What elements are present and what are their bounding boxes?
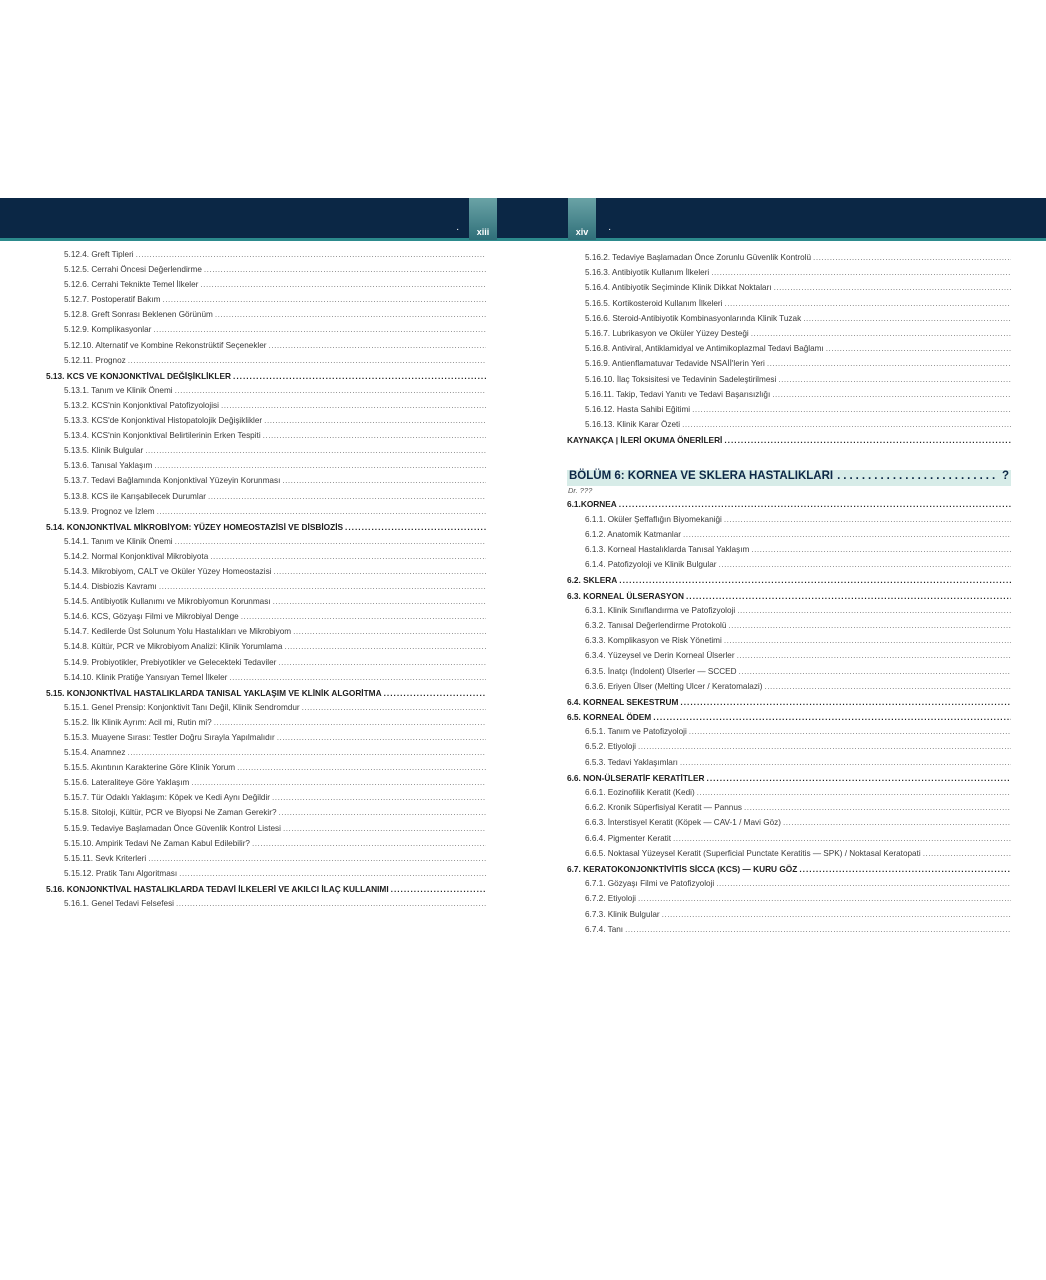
toc-subsection-entry[interactable] <box>567 834 1011 849</box>
toc-subsection-entry[interactable] <box>567 268 1011 283</box>
toc-leader-dots <box>208 492 486 501</box>
toc-leader-dots <box>282 476 486 485</box>
section-gap <box>567 450 1011 466</box>
toc-leader-dots <box>293 627 486 636</box>
toc-leader-dots <box>625 925 1011 934</box>
toc-subsection-entry[interactable] <box>567 299 1011 314</box>
toc-leader-dots <box>638 894 1011 903</box>
toc-subsection-entry[interactable] <box>567 910 1011 925</box>
toc-leader-dots <box>273 597 486 606</box>
toc-leader-dots <box>127 748 486 757</box>
toc-subsection-entry[interactable] <box>46 642 486 657</box>
toc-leader-dots <box>159 582 486 591</box>
toc-leader-dots <box>204 265 486 274</box>
toc-leader-dots <box>153 325 486 334</box>
toc-entry-title: 5.14.2. Normal Konjonktival Mikrobiyota <box>64 551 209 561</box>
toc-subsection-entry[interactable] <box>567 344 1011 359</box>
toc-leader-dots <box>716 879 1011 888</box>
toc-leader-dots <box>744 803 1011 812</box>
chapter-leader-dots <box>837 470 998 482</box>
toc-subsection-entry[interactable] <box>46 824 486 839</box>
toc-leader-dots <box>191 778 486 787</box>
toc-leader-dots <box>764 682 1011 691</box>
toc-leader-dots <box>724 299 1011 308</box>
toc-entry-title: 5.15.5. Akıntının Karakterine Göre Klinik Yorum <box>64 763 236 773</box>
toc-entry-title: 6.1.KORNEA <box>567 499 617 510</box>
toc-subsection-entry[interactable] <box>567 390 1011 405</box>
toc-entry-title: 5.15.4. Anamnez <box>64 748 126 758</box>
toc-entry-title: 6.5.2. Etiyoloji <box>585 742 636 752</box>
toc-entry-title: 5.14.5. Antibiyotik Kullanımı ve Mikrobiyomun Korunması <box>64 597 271 607</box>
toc-entry-title: 5.15.7. Tür Odaklı Yaklaşım: Köpek ve Kedi Aynı Değildir <box>64 793 271 803</box>
toc-subsection-entry[interactable] <box>46 295 486 310</box>
toc-leader-dots <box>689 727 1011 736</box>
toc-subsection-entry[interactable] <box>567 636 1011 651</box>
toc-subsection-entry[interactable] <box>46 476 486 491</box>
toc-subsection-entry[interactable] <box>46 280 486 295</box>
toc-leader-dots <box>923 849 1011 858</box>
toc-subsection-entry[interactable] <box>46 793 486 808</box>
toc-subsection-entry[interactable] <box>567 314 1011 329</box>
toc-entry-title: 5.16.9. Antienflamatuvar Tedavide NSAİİ'lerin Yeri <box>585 359 765 369</box>
toc-subsection-entry[interactable] <box>46 446 486 461</box>
toc-subsection-entry[interactable] <box>567 375 1011 390</box>
chapter-author: Dr. ??? <box>568 486 593 496</box>
toc-subsection-entry[interactable] <box>567 359 1011 374</box>
toc-leader-dots <box>179 869 486 878</box>
toc-subsection-entry[interactable] <box>46 778 486 793</box>
toc-entry-title: 5.12.4. Greft Tipleri <box>64 250 134 259</box>
toc-entry-title: 5.16.7. Lubrikasyon ve Oküler Yüzey Desteği <box>585 328 749 338</box>
toc-leader-dots <box>229 673 486 682</box>
toc-entry-title: 6.6.3. İnterstisyel Keratit (Köpek — CAV-1 / Mavi Göz) <box>585 818 781 828</box>
toc-leader-dots <box>241 612 486 621</box>
toc-entry-title: 6.3.1. Klinik Sınıflandırma ve Patofizyoloji <box>585 605 736 615</box>
toc-entry-title: 6.3.4. Yüzeysel ve Derin Korneal Ülserler <box>585 651 735 661</box>
toc-subsection-entry[interactable] <box>46 703 486 718</box>
header-dot-left: · <box>456 224 460 235</box>
toc-entry-title: 6.7.4. Tanı <box>585 924 624 934</box>
toc-entry-title: 5.13.7. Tedavi Bağlamında Konjonktival Yüzeyin Korunması <box>64 476 281 486</box>
toc-subsection-entry[interactable] <box>567 803 1011 818</box>
toc-section-entry[interactable] <box>46 688 486 703</box>
toc-subsection-entry[interactable] <box>46 658 486 673</box>
toc-subsection-entry[interactable] <box>46 401 486 416</box>
toc-leader-dots <box>302 703 486 712</box>
toc-entry-title: 6.3. KORNEAL ÜLSERASYON <box>567 590 684 601</box>
toc-entry-title: 6.1.1. Oküler Şeffaflığın Biyomekaniği <box>585 514 722 524</box>
toc-leader-dots <box>707 773 1011 783</box>
toc-subsection-entry[interactable] <box>567 651 1011 666</box>
toc-subsection-entry[interactable] <box>46 597 486 612</box>
toc-section-entry[interactable] <box>567 773 1011 788</box>
toc-subsection-entry[interactable] <box>46 839 486 854</box>
toc-section-entry[interactable] <box>567 435 1011 450</box>
toc-subsection-entry[interactable] <box>567 818 1011 833</box>
toc-entry-title: 5.13.2. KCS'nin Konjonktival Patofizyolojisi <box>64 400 219 410</box>
toc-entry-title: 5.13.6. Tanısal Yaklaşım <box>64 461 153 471</box>
toc-leader-dots <box>619 499 1011 509</box>
toc-entry-title: 6.2. SKLERA <box>567 575 618 586</box>
toc-subsection-entry[interactable] <box>46 763 486 778</box>
toc-leader-dots <box>391 884 486 894</box>
toc-section-entry[interactable] <box>46 522 486 537</box>
toc-leader-dots <box>724 435 1011 445</box>
toc-leader-dots <box>682 420 1011 429</box>
toc-subsection-entry[interactable] <box>46 567 486 582</box>
toc-left-page <box>46 250 486 914</box>
toc-entry-title: 6.6.4. Pigmenter Keratit <box>585 833 672 843</box>
toc-subsection-entry[interactable] <box>567 545 1011 560</box>
toc-entry-title: 6.6.2. Kronik Süperfisiyal Keratit — Pannus <box>585 803 743 813</box>
toc-section-entry[interactable] <box>46 884 486 899</box>
toc-leader-dots <box>774 283 1011 292</box>
toc-entry-title: 5.16.6. Steroid-Antibiyotik Kombinasyonlarında Klinik Tuzak <box>585 313 802 323</box>
toc-leader-dots <box>724 515 1011 524</box>
toc-entry-title: 5.13.5. Klinik Bulgular <box>64 446 144 456</box>
toc-section-entry[interactable] <box>567 712 1011 727</box>
toc-entry-title: 5.16.3. Antibiyotik Kullanım İlkeleri <box>585 268 710 278</box>
toc-leader-dots <box>783 818 1011 827</box>
toc-subsection-entry[interactable] <box>567 788 1011 803</box>
toc-leader-dots <box>145 446 486 455</box>
toc-entry-title: 5.13.8. KCS ile Karışabilecek Durumlar <box>64 491 206 501</box>
toc-leader-dots <box>737 651 1011 660</box>
toc-leader-dots <box>680 697 1011 707</box>
toc-leader-dots <box>697 788 1011 797</box>
toc-leader-dots <box>767 359 1011 368</box>
toc-subsection-entry[interactable] <box>567 758 1011 773</box>
toc-entry-title: 6.7.3. Klinik Bulgular <box>585 909 660 919</box>
toc-subsection-entry[interactable] <box>46 265 486 280</box>
toc-subsection-entry[interactable] <box>46 310 486 325</box>
toc-leader-dots <box>772 390 1011 399</box>
toc-entry-title: 5.14.6. KCS, Gözyaşı Filmi ve Mikrobiyal Denge <box>64 612 239 622</box>
toc-subsection-entry[interactable] <box>567 560 1011 575</box>
header-accent-line-right <box>522 238 1046 241</box>
toc-entry-title: 5.16.4. Antibiyotik Seçiminde Klinik Dikkat Noktaları <box>585 283 772 293</box>
toc-leader-dots <box>384 688 486 698</box>
toc-subsection-entry[interactable] <box>46 356 486 371</box>
toc-entry-title: 5.16. KONJONKTİVAL HASTALIKLARDA TEDAVİ İLKELERİ VE AKILCI İLAÇ KULLANIMI <box>46 883 389 894</box>
toc-entry-title: 6.7.1. Gözyaşı Filmi ve Patofizyoloji <box>585 879 715 889</box>
toc-entry-title: 6.6.5. Noktasal Yüzeysel Keratit (Superficial Punctate Keratitis — SPK) / Noktasal Keratopati <box>585 848 921 858</box>
toc-leader-dots <box>148 854 486 863</box>
toc-entry-title: 5.14. KONJONKTİVAL MİKROBİYOM: YÜZEY HOMEOSTAZİSİ VE DİSBİOZİS <box>46 521 344 532</box>
toc-entry-title: 5.15.8. Sitoloji, Kültür, PCR ve Biyopsi Ne Zaman Gerekir? <box>64 808 277 818</box>
toc-subsection-entry[interactable] <box>46 718 486 733</box>
toc-leader-dots <box>175 537 486 546</box>
toc-entry-title: 5.16.8. Antiviral, Antiklamidyal ve Antimikoplazmal Tedavi Bağlamı <box>585 344 824 354</box>
toc-section-entry[interactable] <box>567 864 1011 879</box>
toc-entry-title: 5.14.3. Mikrobiyom, CALT ve Oküler Yüzey Homeostazisi <box>64 566 272 576</box>
toc-subsection-entry[interactable] <box>46 612 486 627</box>
toc-subsection-entry[interactable] <box>567 530 1011 545</box>
toc-entry-title: 6.3.3. Komplikasyon ve Risk Yönetimi <box>585 636 722 646</box>
toc-entry-title: 6.1.4. Patofizyoloji ve Klinik Bulgular <box>585 560 717 570</box>
toc-entry-title: 5.14.1. Tanım ve Klinik Önemi <box>64 536 173 546</box>
toc-leader-dots <box>252 839 486 848</box>
toc-entry-title: 5.16.5. Kortikosteroid Kullanım İlkeleri <box>585 298 723 308</box>
toc-entry-title: 6.6.1. Eozinofilik Keratit (Kedi) <box>585 788 695 797</box>
toc-subsection-entry[interactable] <box>46 854 486 869</box>
toc-entry-title: 5.12.10. Alternatif ve Kombine Rekonstrüktif Seçenekler <box>64 340 267 350</box>
toc-section-entry[interactable] <box>46 371 486 386</box>
toc-subsection-entry[interactable] <box>567 621 1011 636</box>
toc-entry-title: 5.12.7. Postoperatif Bakım <box>64 295 161 305</box>
toc-entry-title: 5.15.11. Sevk Kriterleri <box>64 853 147 863</box>
toc-entry-title: 5.12.6. Cerrahi Teknikte Temel İlkeler <box>64 280 199 290</box>
toc-subsection-entry[interactable] <box>567 253 1011 268</box>
toc-subsection-entry[interactable] <box>46 492 486 507</box>
toc-leader-dots <box>813 253 1011 262</box>
toc-leader-dots <box>237 763 486 772</box>
toc-leader-dots <box>724 636 1011 645</box>
toc-subsection-entry[interactable] <box>567 682 1011 697</box>
header-dot-right: · <box>608 224 612 235</box>
toc-leader-dots <box>728 621 1011 630</box>
toc-leader-dots <box>274 567 487 576</box>
toc-leader-dots <box>826 344 1011 353</box>
toc-entry-title: 6.5. KORNEAL ÖDEM <box>567 712 652 723</box>
toc-leader-dots <box>683 530 1011 539</box>
toc-leader-dots <box>711 268 1011 277</box>
toc-subsection-entry[interactable] <box>46 733 486 748</box>
toc-leader-dots <box>284 642 486 651</box>
toc-entry-title: 5.14.10. Klinik Pratiğe Yansıyan Temel İlkeler <box>64 672 228 682</box>
toc-subsection-entry[interactable] <box>46 899 486 914</box>
toc-subsection-entry[interactable] <box>46 627 486 642</box>
toc-subsection-entry[interactable] <box>567 742 1011 757</box>
toc-leader-dots <box>686 591 1011 601</box>
toc-leader-dots <box>778 375 1011 384</box>
toc-subsection-entry[interactable] <box>46 341 486 356</box>
toc-leader-dots <box>277 733 486 742</box>
toc-subsection-entry[interactable] <box>567 925 1011 940</box>
toc-entry-title: 5.16.10. İlaç Toksisitesi ve Tedavinin Sadeleştirilmesi <box>585 374 777 384</box>
toc-subsection-entry[interactable] <box>46 325 486 340</box>
toc-subsection-entry[interactable] <box>46 673 486 688</box>
toc-section-entry[interactable] <box>567 697 1011 712</box>
toc-entry-title: 6.5.3. Tedavi Yaklaşımları <box>585 757 678 767</box>
toc-leader-dots <box>345 522 486 532</box>
toc-entry-title: 5.13. KCS VE KONJONKTİVAL DEĞİŞİKLİKLER <box>46 370 232 381</box>
toc-subsection-entry[interactable] <box>567 515 1011 530</box>
toc-entry-title: 5.12.11. Prognoz <box>64 355 126 365</box>
toc-entry-title: 5.16.12. Hasta Sahibi Eğitimi <box>585 404 691 414</box>
toc-leader-dots <box>176 899 486 908</box>
toc-entry-title: 5.14.8. Kültür, PCR ve Mikrobiyom Analizi: Klinik Yorumlama <box>64 642 283 652</box>
toc-leader-dots <box>739 667 1011 676</box>
toc-leader-dots <box>210 552 486 561</box>
toc-leader-dots <box>692 405 1011 414</box>
toc-right-page <box>567 253 1011 940</box>
toc-entry-title: 5.12.8. Greft Sonrası Beklenen Görünüm <box>64 310 213 320</box>
toc-subsection-entry[interactable] <box>567 420 1011 435</box>
toc-leader-dots <box>157 507 486 516</box>
toc-entry-title: 5.14.7. Kedilerde Üst Solunum Yolu Hastalıkları ve Mikrobiyom <box>64 627 292 637</box>
toc-leader-dots <box>162 295 486 304</box>
header-band <box>0 198 1046 238</box>
toc-subsection-entry[interactable] <box>567 879 1011 894</box>
toc-subsection-entry[interactable] <box>567 283 1011 298</box>
toc-subsection-entry[interactable] <box>567 727 1011 742</box>
toc-entry-title: 6.3.6. Eriyen Ülser (Melting Ulcer / Keratomalazi) <box>585 681 763 691</box>
toc-leader-dots <box>272 793 486 802</box>
toc-leader-dots <box>269 341 486 350</box>
toc-entry-title: 5.16.11. Takip, Tedavi Yanıtı ve Tedavi Başarısızlığı <box>585 389 771 399</box>
toc-entry-title: 5.15.1. Genel Prensip: Konjonktivit Tanı Değil, Klinik Sendromdur <box>64 702 300 712</box>
toc-leader-dots <box>653 712 1011 722</box>
toc-entry-title: 5.13.3. KCS'de Konjonktival Histopatolojik Değişiklikler <box>64 416 263 426</box>
toc-leader-dots <box>737 606 1011 615</box>
toc-subsection-entry[interactable] <box>46 748 486 763</box>
toc-entry-title: 6.3.2. Tanısal Değerlendirme Protokolü <box>585 620 727 630</box>
chapter-heading[interactable] <box>567 470 1011 486</box>
toc-leader-dots <box>283 824 486 833</box>
toc-leader-dots <box>136 250 486 259</box>
toc-leader-dots <box>175 386 486 395</box>
toc-subsection-entry[interactable] <box>567 894 1011 909</box>
toc-subsection-entry[interactable] <box>46 431 486 446</box>
toc-entry-title: 5.15.6. Lateraliteye Göre Yaklaşım <box>64 778 190 788</box>
toc-entry-title: 5.12.9. Komplikasyonlar <box>64 325 152 335</box>
toc-leader-dots <box>719 560 1011 569</box>
toc-subsection-entry[interactable] <box>46 507 486 522</box>
toc-entry-title: 6.1.3. Korneal Hastalıklarda Tanısal Yaklaşım <box>585 545 750 554</box>
toc-leader-dots <box>221 401 486 410</box>
toc-leader-dots <box>680 758 1011 767</box>
toc-entry-title: KAYNAKÇA | İLERİ OKUMA ÖNERİLERİ <box>567 435 723 446</box>
toc-subsection-entry[interactable] <box>46 461 486 476</box>
toc-entry-title: 5.13.9. Prognoz ve İzlem <box>64 506 155 516</box>
toc-leader-dots <box>233 371 486 381</box>
toc-entry-title: 5.16.1. Genel Tedavi Felsefesi <box>64 899 174 909</box>
toc-subsection-entry[interactable] <box>567 405 1011 420</box>
toc-entry-title: 5.16.2. Tedaviye Başlamadan Önce Zorunlu Güvenlik Kontrolü <box>585 253 812 262</box>
toc-leader-dots <box>128 356 486 365</box>
toc-subsection-entry[interactable] <box>46 537 486 552</box>
toc-entry-title: 5.15. KONJONKTİVAL HASTALIKLARDA TANISAL YAKLAŞIM VE KLİNİK ALGORİTMA <box>46 687 382 698</box>
toc-section-entry[interactable] <box>567 499 1011 514</box>
page-number-tab-right: xiv <box>568 198 596 240</box>
chapter-page-number: ? <box>1001 470 1009 483</box>
toc-leader-dots <box>638 742 1011 751</box>
toc-entry-title: 6.5.1. Tanım ve Patofizyoloji <box>585 727 687 737</box>
toc-entry-title: 5.14.9. Probiyotikler, Prebiyotikler ve Gelecekteki Tedaviler <box>64 657 277 667</box>
toc-entry-title: 5.16.13. Klinik Karar Özeti <box>585 420 681 430</box>
toc-subsection-entry[interactable] <box>46 386 486 401</box>
toc-leader-dots <box>263 431 486 440</box>
toc-section-entry[interactable] <box>567 575 1011 590</box>
toc-subsection-entry[interactable] <box>46 250 486 265</box>
toc-entry-title: 5.12.5. Cerrahi Öncesi Değerlendirme <box>64 265 202 275</box>
toc-subsection-entry[interactable] <box>46 808 486 823</box>
toc-leader-dots <box>200 280 486 289</box>
toc-entry-title: 5.14.4. Disbiozis Kavramı <box>64 582 157 592</box>
toc-leader-dots <box>619 575 1011 585</box>
toc-leader-dots <box>803 314 1011 323</box>
toc-entry-title: 5.13.4. KCS'nin Konjonktival Belirtilerinin Erken Tespiti <box>64 431 261 441</box>
toc-subsection-entry[interactable] <box>567 606 1011 621</box>
toc-entry-title: 6.3.5. İnatçı (İndolent) Ülserler — SCCED <box>585 666 737 676</box>
toc-entry-title: 6.6. NON-ÜLSERATİF KERATİTLER <box>567 772 705 783</box>
toc-entry-title: 5.15.12. Pratik Tanı Algoritması <box>64 868 178 878</box>
toc-leader-dots <box>751 329 1011 338</box>
toc-entry-title: 6.7.2. Etiyoloji <box>585 894 636 904</box>
toc-leader-dots <box>214 718 486 727</box>
toc-leader-dots <box>154 461 486 470</box>
toc-entry-title: 5.13.1. Tanım ve Klinik Önemi <box>64 385 173 395</box>
page-number-tab-left: xiii <box>469 198 497 240</box>
toc-leader-dots <box>799 864 1011 874</box>
toc-entry-title: 6.1.2. Anatomik Katmanlar <box>585 529 682 539</box>
toc-leader-dots <box>215 310 486 319</box>
toc-entry-title: 5.15.2. İlk Klinik Ayrım: Acil mi, Rutin mi? <box>64 717 212 727</box>
toc-entry-title: 6.7. KERATOKONJONKTİVİTİS SİCCA (KCS) — KURU GÖZ <box>567 863 798 874</box>
toc-leader-dots <box>278 658 486 667</box>
toc-subsection-entry[interactable] <box>46 869 486 884</box>
toc-subsection-entry[interactable] <box>567 329 1011 344</box>
toc-entry-title: 6.4. KORNEAL SEKESTRUM <box>567 696 679 707</box>
toc-leader-dots <box>264 416 486 425</box>
toc-subsection-entry[interactable] <box>46 582 486 597</box>
toc-subsection-entry[interactable] <box>46 416 486 431</box>
toc-leader-dots <box>673 834 1011 843</box>
toc-subsection-entry[interactable] <box>567 849 1011 864</box>
toc-entry-title: 5.15.3. Muayene Sırası: Testler Doğru Sırayla Yapılmalıdır <box>64 733 275 742</box>
toc-section-entry[interactable] <box>567 591 1011 606</box>
toc-leader-dots <box>662 910 1011 919</box>
toc-entry-title: 5.15.9. Tedaviye Başlamadan Önce Güvenlik Kontrol Listesi <box>64 823 281 833</box>
chapter-title: BÖLÜM 6: KORNEA VE SKLERA HASTALIKLARI <box>569 470 834 483</box>
toc-entry-title: 5.15.10. Ampirik Tedavi Ne Zaman Kabul Edilebilir? <box>64 838 250 848</box>
header-accent-line-left <box>0 238 522 241</box>
toc-leader-dots <box>751 545 1011 554</box>
toc-subsection-entry[interactable] <box>567 667 1011 682</box>
toc-leader-dots <box>279 808 486 817</box>
toc-subsection-entry[interactable] <box>46 552 486 567</box>
